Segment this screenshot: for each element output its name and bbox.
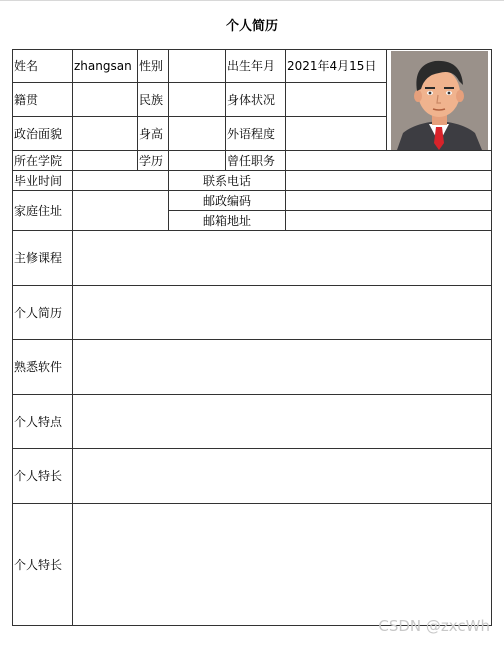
section-value-resume[interactable] (73, 286, 492, 340)
avatar-photo (391, 51, 488, 150)
address-label: 家庭住址 (13, 191, 73, 231)
page-title: 个人简历 (225, 19, 278, 34)
political-label: 政治面貌 (13, 117, 73, 151)
birth-label: 出生年月 (226, 50, 286, 83)
section-label-strengths: 个人特长 (13, 449, 73, 504)
section-label-courses: 主修课程 (13, 231, 73, 286)
section-label-traits: 个人特点 (13, 395, 73, 449)
photo-cell (387, 50, 492, 151)
section-value-software[interactable] (73, 340, 492, 395)
graduation-value[interactable] (73, 171, 169, 191)
college-label: 所在学院 (13, 151, 73, 171)
section-label-strengths-2: 个人特长 (13, 504, 73, 626)
email-value[interactable] (286, 211, 492, 231)
name-label: 姓名 (13, 50, 73, 83)
education-label: 学历 (138, 151, 169, 171)
language-label: 外语程度 (226, 117, 286, 151)
position-value[interactable] (286, 151, 492, 171)
top-divider (0, 0, 504, 1)
address-value[interactable] (73, 191, 169, 231)
political-value[interactable] (73, 117, 138, 151)
health-value[interactable] (286, 83, 387, 117)
gender-label: 性别 (138, 50, 169, 83)
resume-table (12, 49, 492, 626)
section-label-software: 熟悉软件 (13, 340, 73, 395)
postcode-value[interactable] (286, 191, 492, 211)
section-label-resume: 个人简历 (13, 286, 73, 340)
ethnicity-value[interactable] (169, 83, 226, 117)
section-value-courses[interactable] (73, 231, 492, 286)
email-label: 邮箱地址 (169, 211, 286, 231)
education-value[interactable] (169, 151, 226, 171)
postcode-label: 邮政编码 (169, 191, 286, 211)
watermark-text: CSDN @zxcWh (378, 617, 490, 635)
origin-label: 籍贯 (13, 83, 73, 117)
birth-value[interactable]: 2021年4月15日 (286, 50, 387, 83)
language-value[interactable] (286, 117, 387, 151)
health-label: 身体状况 (226, 83, 286, 117)
ethnicity-label: 民族 (138, 83, 169, 117)
college-value[interactable] (73, 151, 138, 171)
position-label: 曾任职务 (226, 151, 286, 171)
section-value-strengths-2[interactable] (73, 504, 492, 626)
section-value-traits[interactable] (73, 395, 492, 449)
phone-value[interactable] (286, 171, 492, 191)
height-label: 身高 (138, 117, 169, 151)
height-value[interactable] (169, 117, 226, 151)
gender-value[interactable] (169, 50, 226, 83)
graduation-label: 毕业时间 (13, 171, 73, 191)
phone-label: 联系电话 (169, 171, 286, 191)
origin-value[interactable] (73, 83, 138, 117)
section-value-strengths[interactable] (73, 449, 492, 504)
name-value[interactable]: zhangsan (73, 50, 138, 83)
